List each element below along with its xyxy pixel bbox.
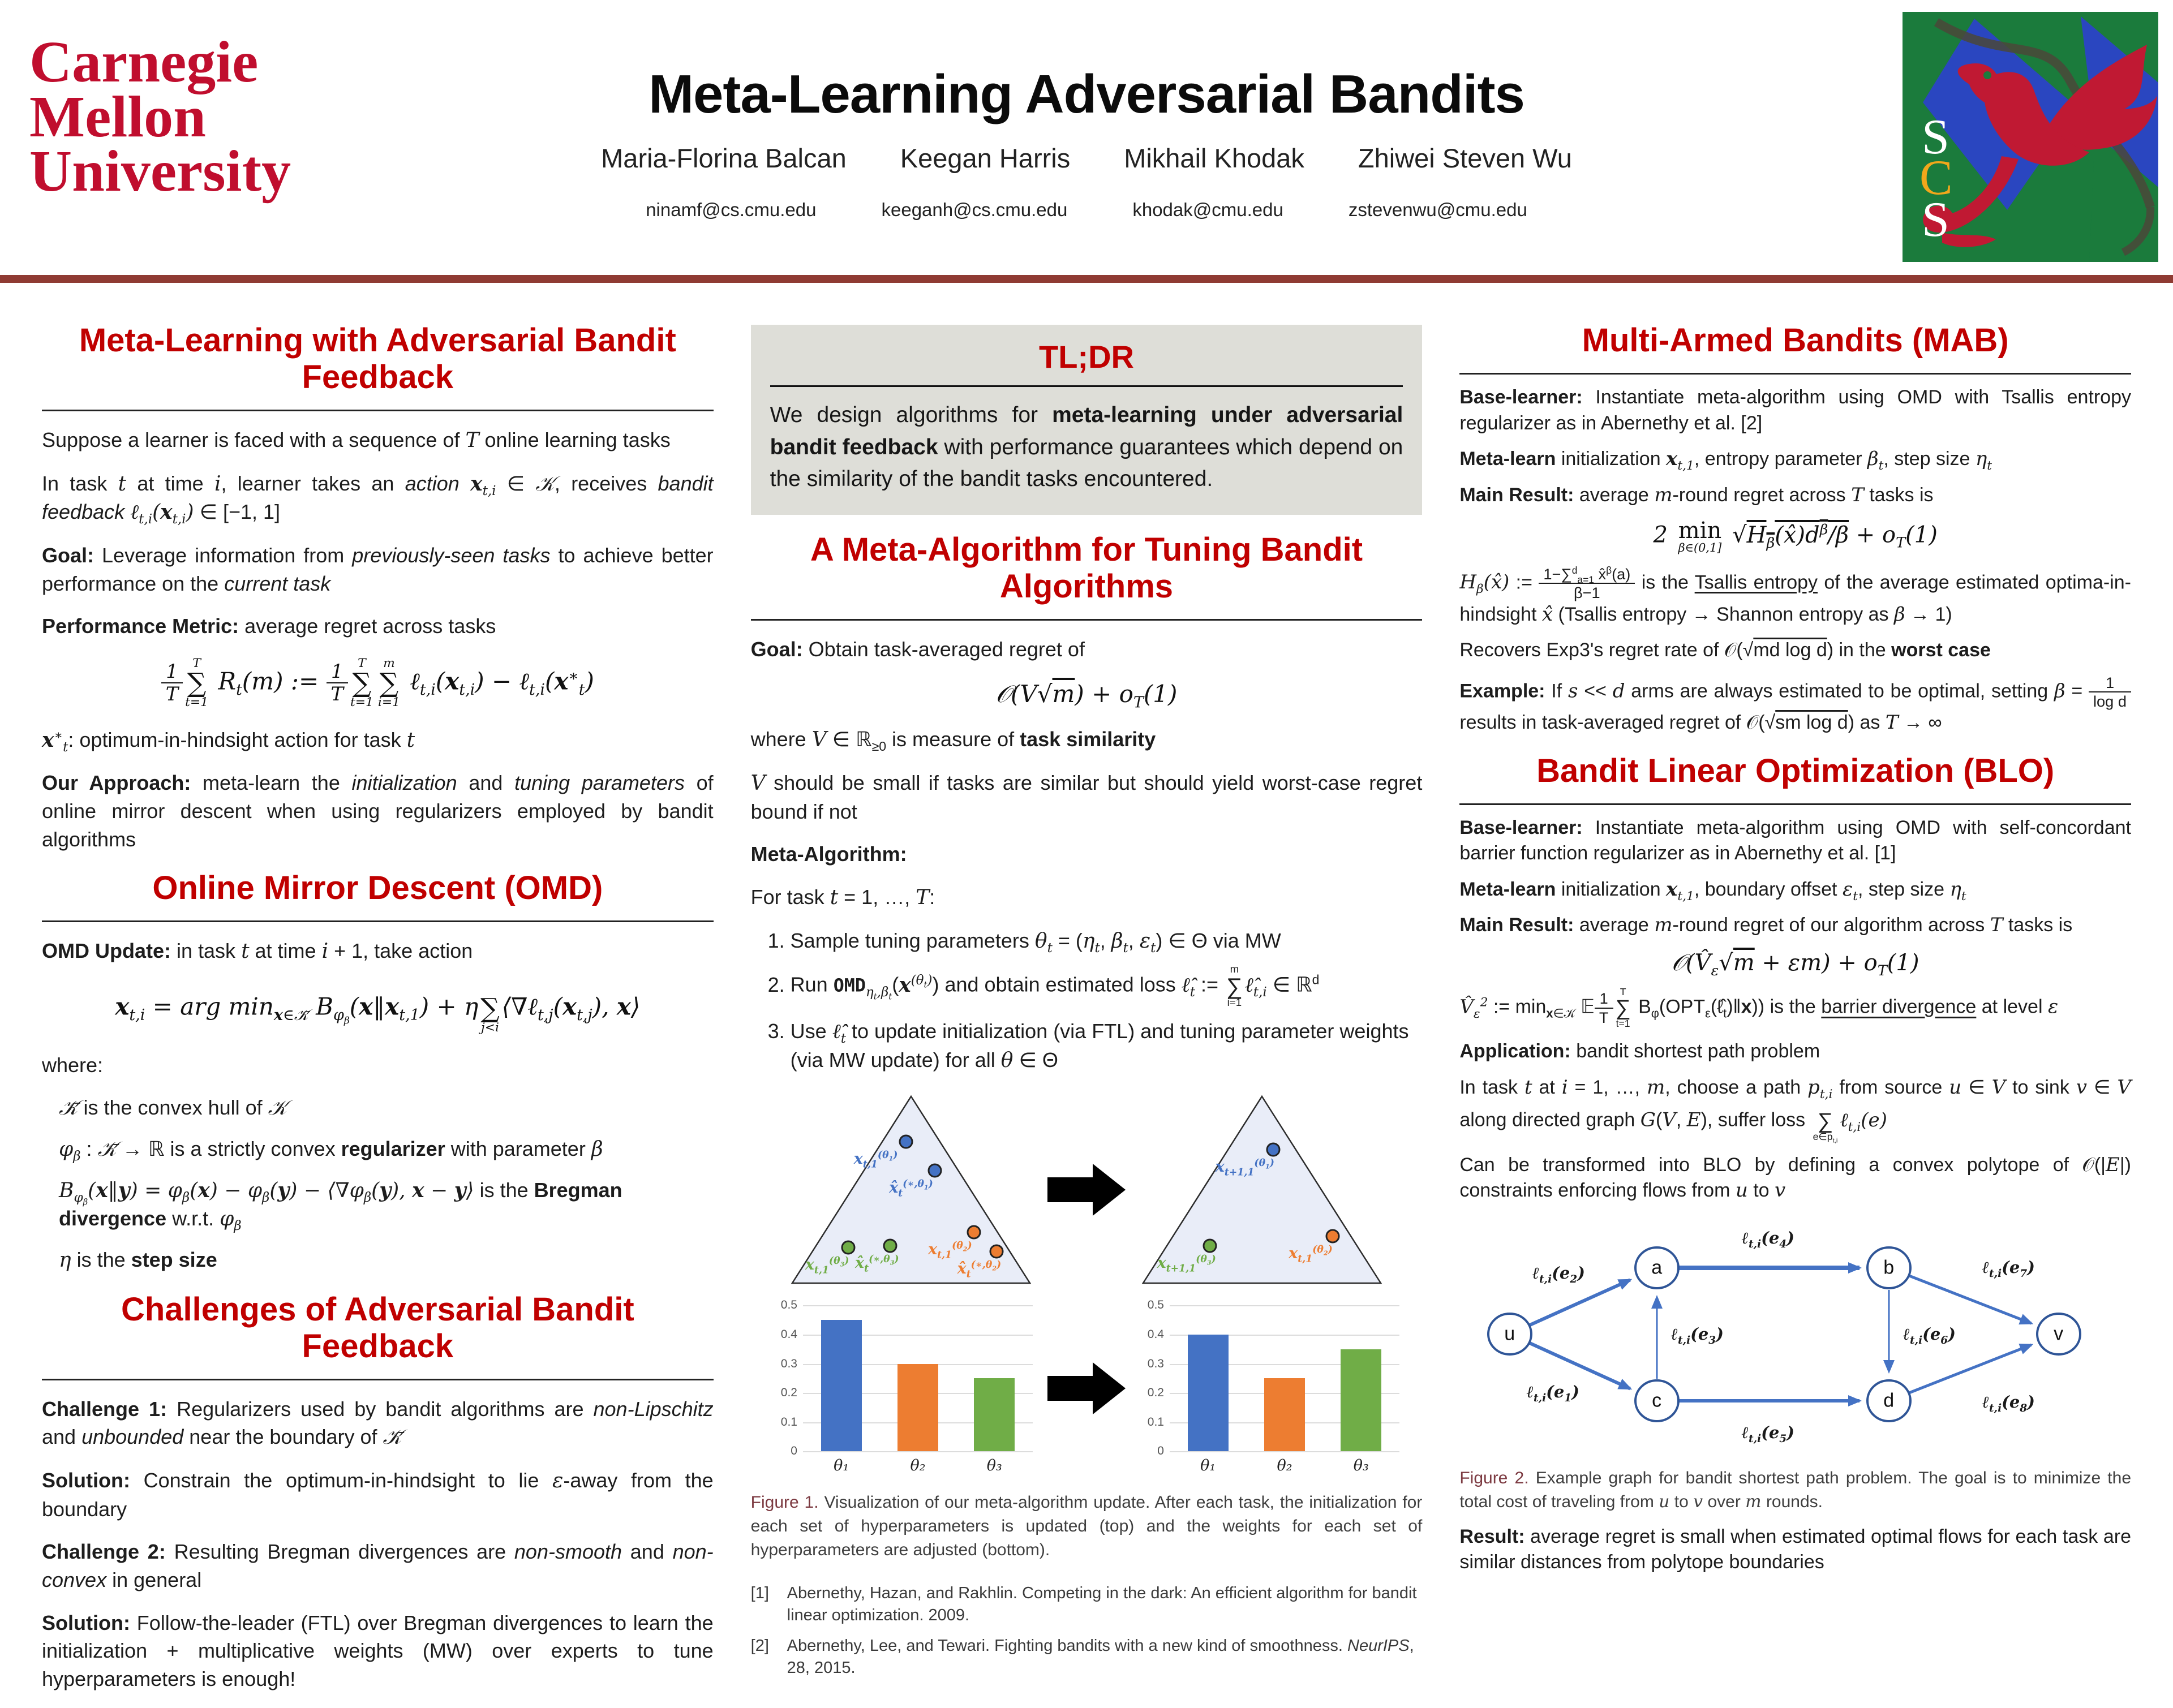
definition-item: 𝒦̄ is the convex hull of 𝒦 — [59, 1096, 287, 1120]
author-list — [340, 143, 1833, 174]
scs-letter-s2: S — [1922, 192, 1949, 247]
author-email: ninamf@cs.cmu.edu — [646, 199, 817, 220]
chart-gridline — [1170, 1305, 1399, 1306]
simplex-point-label: $x_{t,1}^{(\theta_1)}$ — [853, 1150, 898, 1171]
section-rule — [751, 619, 1423, 621]
tldr-rule — [770, 385, 1403, 387]
graph-edge — [1530, 1280, 1630, 1325]
paragraph: Example: If s << d arms are always estimated to be optimal, setting β = $\frac{1}{\text{log d}}$ results in task-averaged regret of 𝒪(√sm log d) as T → ∞ — [1459, 674, 2131, 736]
cmu-logo — [29, 29, 291, 204]
chart-bar — [1264, 1378, 1305, 1451]
graph-edge-label: $\ell_{t,i}(e_7)$ — [1982, 1257, 2035, 1280]
graph-node-label: d — [1883, 1389, 1895, 1412]
cmu-logo-line-3: University — [29, 139, 291, 204]
paragraph: Solution: Follow-the-leader (FTL) over Bregman divergences to learn the initialization + multiplicative weights (MW) over experts to tune hyperparameters is enough! — [42, 1611, 714, 1691]
weights-chart-before — [770, 1298, 1036, 1476]
column-right — [1445, 306, 2146, 1708]
simplex-point — [841, 1241, 855, 1255]
formula-omd-update: $x_{t,i}$ = arg $\min_{x\in 𝒦̄}$ $B_{\varphi_\beta}(x‖x_{t,1}) + \eta$ ∑ j<i $⟨\nabla\ell_{t,j}(x_{t,j})$, x⟩ — [115, 992, 641, 1035]
chart-ytick-label: 0.1 — [780, 1415, 797, 1429]
simplex-after — [1140, 1094, 1384, 1286]
author-name: Maria-Florina Balcan — [601, 143, 847, 173]
graph-node-label: a — [1651, 1257, 1663, 1279]
references — [751, 1582, 1423, 1679]
simplex-point-label: $x̂_t^{(∗,\theta_2)}$ — [957, 1259, 1002, 1280]
chart-ytick-label: 0 — [1157, 1444, 1164, 1458]
simplex-point — [1203, 1238, 1217, 1253]
omd-definitions-list — [59, 1094, 714, 1274]
paragraph: Recovers Exp3's regret rate of 𝒪(√md log d) in the worst case — [1459, 639, 1991, 661]
paragraph: Goal: Obtain task-averaged regret of — [750, 637, 1085, 661]
email-list — [340, 199, 1833, 221]
author-email: khodak@cmu.edu — [1132, 199, 1283, 220]
paragraph: where: — [42, 1053, 104, 1077]
paragraph: $x^∗_t$: optimum-in-hindsight action for task t — [42, 728, 415, 755]
section-title-meta-learning: Meta-Learning with Adversarial Bandit Feedback — [79, 322, 676, 395]
section-title-blo: Bandit Linear Optimization (BLO) — [1536, 752, 2055, 789]
definition-item: $\varphi_\beta$ : 𝒦̄ → ℝ is a strictly convex regularizer with parameter β — [59, 1137, 603, 1164]
paragraph: Application: bandit shortest path problem — [1459, 1040, 1820, 1062]
step-item: 1. Sample tuning parameters $\theta_t = (\eta_t$, $\beta_t$, $\varepsilon_t$) ∈ Θ via MW — [791, 927, 1423, 956]
simplex-point-label: $x̂_t^{(∗,\theta_1)}$ — [889, 1178, 933, 1199]
author-name: Zhiwei Steven Wu — [1358, 143, 1572, 173]
reference-text: Abernethy, Hazan, and Rakhlin. Competing in the dark: An efficient algorithm for bandit linear optimization. 2009. — [787, 1584, 1417, 1625]
author-name: Mikhail Khodak — [1124, 143, 1304, 173]
simplex-point-label: $x_{t,1}^{(\theta_2)}$ — [1289, 1244, 1333, 1265]
chart-ytick-label: 0.2 — [1147, 1386, 1164, 1400]
graph-edge — [1909, 1276, 2031, 1323]
tldr-box — [751, 325, 1423, 515]
column-left — [27, 306, 728, 1708]
paragraph: Suppose a learner is faced with a sequence of T online learning tasks — [42, 428, 671, 452]
reference-label: [1] — [750, 1584, 769, 1603]
update-arrow-icon — [1047, 1164, 1126, 1216]
chart-bar — [1188, 1335, 1229, 1451]
chart-xcategory-label: θ₂ — [1277, 1457, 1292, 1475]
paragraph: Meta-learn initialization $x_{t,1}$, entropy parameter $\beta_t$, step size $\eta_t$ — [1459, 448, 1992, 473]
figure-1-caption-prefix: Figure 1. — [750, 1493, 819, 1512]
paragraph: Can be transformed into BLO by defining a convex polytope of 𝒪(|E|) constraints enforcing flows from u to v — [1459, 1153, 2131, 1202]
result-paragraph: Result: average regret is small when estimated optimal flows for each task are similar distances from polytope boundaries — [1459, 1525, 2131, 1573]
paragraph: Solution: Constrain the optimum-in-hindsight to lie ε-away from the boundary — [42, 1469, 714, 1521]
reference-text: Abernethy, Lee, and Tewari. Fighting bandits with a new kind of smoothness. NeurIPS, 28, 2015. — [787, 1636, 1414, 1677]
graph-node-label: v — [2054, 1323, 2064, 1345]
chart-gridline — [1170, 1451, 1399, 1452]
step-item: 3. Use $\ell̂_t$ to update initialization (via FTL) and tuning parameter weights (via MW update) for all θ ∈ Θ — [791, 1017, 1423, 1074]
scs-letters — [1919, 110, 1953, 247]
formula-average-regret: $\frac{1}{T}$ T ∑ t=1 $R_t(m)$ := $\frac{1}{T}$ T ∑ t=1 m ∑ i=1 $\ell_{t,i}(x_{t,i})$ − $\ell_{t,i}(x^∗_t)$ — [42, 657, 714, 709]
paragraph: Main Result: average m-round regret across T tasks is — [1459, 483, 1934, 506]
chart-bar — [821, 1320, 862, 1451]
step-item: 2. Run $OMD_{\eta_t,\beta_t}(x^{(\theta_t)})$ and obtain estimated loss $\ell̂_t$ := m ∑ i=1 $\ell̂_{t,i}$ ∈ ℝ$^d$ — [791, 964, 1423, 1008]
simplex-point — [967, 1225, 981, 1240]
scs-letter-s1: S — [1922, 110, 1949, 165]
paragraph: where V ∈ ℝ$_{\ge 0}$ is measure of task similarity — [750, 728, 1156, 754]
section-title-mab: Multi-Armed Bandits (MAB) — [1582, 322, 2009, 359]
figure-1-caption-text: Visualization of our meta-algorithm update. After each task, the initialization for each set of hyperparameters is updated (top) and the weights for each set of hyperparameters are adjusted (bottom). — [750, 1493, 1423, 1560]
cmu-logo-line-1: Carnegie — [29, 29, 259, 94]
chart-xcategory-label: θ₁ — [834, 1457, 849, 1475]
graph-edge — [1530, 1343, 1630, 1388]
reference-item — [751, 1635, 1423, 1679]
paragraph: $H_\beta(x̂)$ := $\frac{1-\sum^d_{a=1} x̂^\beta(a)}{\beta-1}$ is the Tsallis entropy of the average estimated optima-in-hindsight x̂ (Tsallis entropy → Shannon entropy as β → 1) — [1459, 564, 2131, 626]
formula-task-averaged-regret: 𝒪(V√m) + $o_T(1)$ — [995, 680, 1178, 712]
section-title-omd: Online Mirror Descent (OMD) — [152, 870, 603, 907]
graph-node-label: u — [1504, 1323, 1515, 1345]
simplex-point — [1325, 1229, 1339, 1243]
weights-chart-after — [1137, 1298, 1403, 1476]
figure-2-caption-text: Example graph for bandit shortest path problem. The goal is to minimize the total cost of traveling from u to v over m rounds. — [1459, 1468, 2131, 1512]
simplex-point-label: $x̂_t^{(∗,\theta_3)}$ — [854, 1253, 899, 1275]
paragraph: OMD Update: in task t at time i + 1, take action — [42, 939, 473, 963]
graph-node-label: b — [1883, 1257, 1895, 1279]
tldr-body: We design algorithms for meta-learning under adversarial bandit feedback with performance guarantees which depend on the similarity of the bandit tasks encountered. — [770, 403, 1403, 492]
paragraph: Goal: Leverage information from previously-seen tasks to achieve better performance on the current task — [42, 543, 714, 595]
chart-xcategory-label: θ₂ — [910, 1457, 926, 1475]
figure-2-caption — [1459, 1466, 2131, 1514]
simplex-point-label: $x_{t+1,1}^{(\theta_1)}$ — [1215, 1157, 1274, 1178]
formula-blo-regret: $𝒪(V̂_\varepsilon√m + \varepsilon m) + o_T(1)$ — [1671, 949, 1919, 979]
section-rule — [1459, 373, 2131, 375]
chart-bar — [897, 1364, 938, 1452]
paragraph: Base-learner: Instantiate meta-algorithm using OMD with Tsallis entropy regularizer as in Abernethy et al. [2] — [1459, 386, 2131, 434]
paragraph: For task t = 1, …, T: — [750, 885, 935, 909]
scs-letter-c: C — [1919, 150, 1953, 205]
simplex-point-label: $x_{t,1}^{(\theta_2)}$ — [927, 1240, 972, 1261]
graph-edge-label: $\ell_{t,i}(e_1)$ — [1526, 1382, 1579, 1404]
paragraph: Main Result: average m-round regret of our algorithm across T tasks is — [1459, 914, 2073, 937]
simplex-point — [883, 1238, 897, 1253]
chart-ytick-label: 0.4 — [780, 1327, 797, 1341]
figure-1-chart-row — [751, 1298, 1423, 1476]
meta-algorithm-steps — [791, 927, 1423, 1075]
paragraph: Challenge 1: Regularizers used by bandit algorithms are non-Lipschitz and unbounded near the boundary of 𝒦̄ — [42, 1397, 714, 1449]
chart-ytick-label: 0.5 — [1147, 1298, 1164, 1312]
scs-logo — [1903, 11, 2158, 263]
shortest-path-graph — [1470, 1214, 2121, 1452]
paragraph: Base-learner: Instantiate meta-algorithm using OMD with self-concordant barrier function regularizer as in Abernethy et al. [1] — [1459, 816, 2131, 864]
chart-xcategory-label: θ₃ — [1353, 1457, 1369, 1475]
graph-edge — [1909, 1345, 2031, 1393]
simplex-point — [899, 1135, 913, 1149]
figure-1-simplex-row — [751, 1094, 1423, 1286]
chart-bar — [1341, 1349, 1381, 1452]
definition-item: η is the step size — [59, 1248, 217, 1272]
figure-2 — [1459, 1214, 2131, 1514]
paragraph: Performance Metric: average regret across tasks — [42, 614, 496, 638]
figure-1-caption — [751, 1491, 1423, 1562]
poster-header — [0, 0, 2173, 275]
graph-edge-label: $\ell_{t,i}(e_3)$ — [1670, 1324, 1724, 1346]
paragraph: Meta-learn initialization $x_{t,1}$, boundary offset $\varepsilon_t$, step size $\eta_t$ — [1459, 877, 1966, 904]
section-title-challenges: Challenges of Adversarial Bandit Feedback — [121, 1290, 634, 1365]
simplex-point — [928, 1164, 942, 1178]
author-name: Keegan Harris — [900, 143, 1071, 173]
figure-2-caption-prefix: Figure 2. — [1459, 1468, 1529, 1487]
paragraph: In task t at time i, learner takes an action $x_{t,i}$ ∈ 𝒦, receives bandit feedback $\ell_{t,i}(x_{t,i})$ ∈ [−1, 1] — [42, 471, 714, 527]
paragraph: V should be small if tasks are similar but should yield worst-case regret bound if not — [750, 771, 1423, 823]
figure-1 — [751, 1094, 1423, 1562]
simplex-point — [1266, 1142, 1280, 1156]
formula-mab-regret: 2 min β∈(0,1] $√H_\beta(x̂)d^\beta/\beta + o_T(1)$ — [1653, 518, 1938, 555]
chart-ytick-label: 0.4 — [1147, 1327, 1164, 1341]
simplex-before — [789, 1094, 1033, 1286]
reference-item — [751, 1582, 1423, 1627]
graph-edge-label: $\ell_{t,i}(e_4)$ — [1741, 1228, 1794, 1250]
graph-svg — [1470, 1214, 2121, 1452]
simplex-point-label: $x_{t+1,1}^{(\theta_3)}$ — [1157, 1253, 1216, 1275]
chart-ytick-label: 0.2 — [780, 1386, 797, 1400]
author-email: keeganh@cs.cmu.edu — [881, 199, 1068, 220]
paragraph: In task t at i = 1, …, m, choose a path $p_{t,i}$ from source u ∈ V to sink v ∈ V along directed graph G(V, E), suffer loss ∑ $e\in p_{t,i}$ ℓ$_{t,i}$(e) — [1459, 1075, 2131, 1145]
chart-ytick-label: 0.3 — [780, 1357, 797, 1370]
simplex-point — [989, 1245, 1003, 1259]
column-middle — [736, 306, 1437, 1708]
chart-xcategory-label: θ₃ — [986, 1457, 1002, 1475]
paragraph: $V̂_\varepsilon^2$ := $\min_{x\in 𝒦}$ 𝔼 $\frac{1}{T}$ T ∑ t=1 $B_\varphi(OPT_\varepsilon(\ell̂_t)‖x)$) is the barrier divergence at level ε — [1459, 986, 2059, 1029]
chart-ytick-label: 0.1 — [1147, 1415, 1164, 1429]
graph-edge-label: $\ell_{t,i}(e_2)$ — [1532, 1263, 1585, 1285]
paragraph: Meta-Algorithm: — [750, 842, 907, 866]
author-email: zstevenwu@cmu.edu — [1348, 199, 1527, 220]
chart-gridline — [803, 1305, 1033, 1306]
paragraph: Challenge 2: Resulting Bregman divergences are non-smooth and non-convex in general — [42, 1540, 714, 1592]
chart-xcategory-label: θ₁ — [1200, 1457, 1216, 1475]
chart-ytick-label: 0 — [791, 1444, 797, 1458]
section-rule — [1459, 803, 2131, 805]
graph-node-label: c — [1652, 1389, 1662, 1412]
paragraph: Our Approach: meta-learn the initialization and tuning parameters of online mirror descent when using regularizers employed by bandit algorithms — [42, 771, 714, 851]
poster-body — [0, 306, 2173, 1708]
tldr-title: TL;DR — [1039, 339, 1134, 375]
chart-bar — [974, 1378, 1015, 1451]
chart-ytick-label: 0.5 — [780, 1298, 797, 1312]
graph-edge-label: $\ell_{t,i}(e_5)$ — [1741, 1422, 1794, 1445]
header-divider-bar — [0, 275, 2173, 283]
chart-ytick-label: 0.3 — [1147, 1357, 1164, 1370]
definition-item: $B_{\varphi_\beta}(x‖y) = \varphi_\beta(x) - \varphi_\beta(y)$ − $⟨\nabla\varphi_\beta(y)$, x − y⟩ is the Bregman divergence w.r.t. $\varphi_\beta$ — [59, 1178, 622, 1234]
graph-edge-label: $\ell_{t,i}(e_8)$ — [1982, 1392, 2035, 1414]
chart-gridline — [803, 1451, 1033, 1452]
section-rule — [42, 920, 714, 922]
cmu-logo-line-2: Mellon — [29, 84, 206, 149]
graph-edge-label: $\ell_{t,i}(e_6)$ — [1903, 1324, 1956, 1346]
section-rule — [42, 410, 714, 411]
reference-label: [2] — [750, 1636, 769, 1655]
section-title-meta-algorithm: A Meta-Algorithm for Tuning Bandit Algorithms — [810, 531, 1363, 605]
section-rule — [42, 1379, 714, 1380]
update-arrow-icon — [1047, 1362, 1126, 1414]
simplex-point-label: $x_{t,1}^{(\theta_3)}$ — [805, 1255, 849, 1276]
poster-title: Meta-Learning Adversarial Bandits — [649, 64, 1524, 124]
